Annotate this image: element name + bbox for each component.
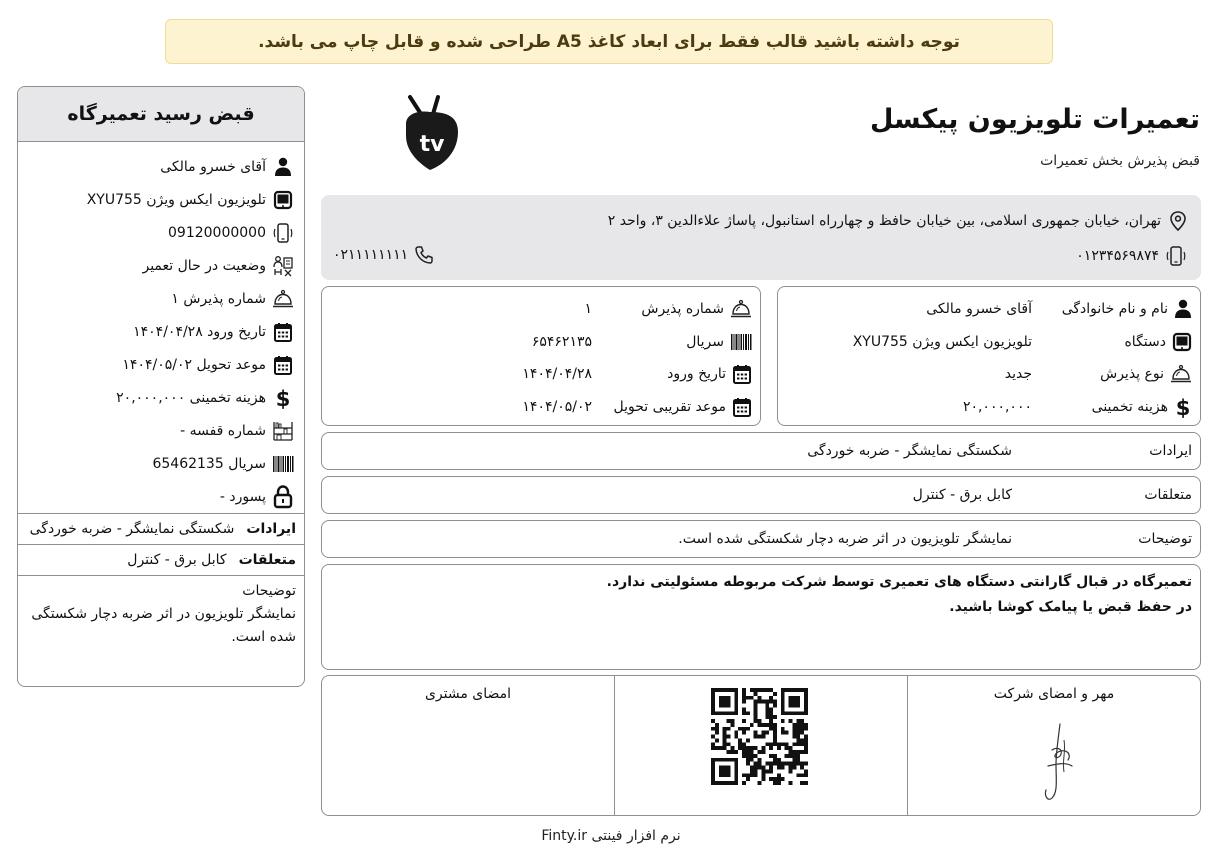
stub-accessories-row — [18, 545, 304, 575]
reception-label — [592, 332, 752, 352]
location-pin-icon — [1169, 211, 1187, 231]
lock-icon — [272, 486, 294, 508]
address-text: تهران، خیابان جمهوری اسلامی، بین خیابان حافظ و چهارراه استانبول، پاساژ علاءالدین ۳، واحد ۲ — [607, 213, 1161, 229]
logo-text: tv — [419, 132, 445, 157]
reception-label-text: شماره پذیرش — [641, 301, 724, 318]
receipt-stub-list — [18, 142, 304, 513]
reception-value: ۱ — [584, 301, 592, 318]
reception-label — [592, 299, 752, 319]
customer-value: آقای خسرو مالکی — [926, 301, 1032, 318]
stub-row-text: آقای خسرو مالکی — [160, 158, 266, 175]
tv-logo-icon — [400, 94, 464, 176]
workshop-receipt-stub — [17, 86, 305, 687]
terms-line-1: تعمیرگاه در قبال گارانتی دستگاه های تعمیری توسط شرکت مربوطه مسئولیتی ندارد. — [606, 574, 1192, 590]
customer-value: جدید — [1004, 366, 1032, 383]
customer-label — [1032, 332, 1192, 352]
mobile-number: ۰۱۲۳۴۵۶۹۸۷۴ — [1076, 248, 1159, 264]
stub-row — [28, 480, 294, 513]
signature-image — [1038, 720, 1078, 804]
defects-value: شکستگی نمایشگر - ضربه خوردگی — [807, 443, 1012, 459]
mobile-phone-icon — [272, 222, 294, 244]
stub-row-text: تلویزیون ایکس ویژن XYU755 — [86, 191, 266, 208]
calendar-icon — [272, 354, 294, 376]
reception-row — [330, 293, 752, 326]
reception-label-text: تاریخ ورود — [667, 366, 726, 383]
reception-info-box — [321, 286, 761, 426]
stub-row-text: شماره پذیرش ۱ — [171, 290, 266, 307]
stub-row-text: سریال 65462135 — [152, 455, 266, 472]
svg-text:$: $ — [275, 386, 291, 409]
service-bell-icon — [1170, 364, 1192, 384]
reception-row — [330, 326, 752, 359]
phone-row — [333, 245, 434, 265]
stub-row — [28, 348, 294, 381]
reception-value: ۱۴۰۴/۰۴/۲۸ — [522, 366, 592, 383]
stub-row-text: تاریخ ورود ۱۴۰۴/۰۴/۲۸ — [133, 323, 266, 340]
stub-row-text: وضعیت در حال تعمیر — [142, 257, 266, 274]
shop-title: تعمیرات تلویزیون پیکسل — [869, 104, 1200, 135]
customer-row — [786, 358, 1192, 391]
stub-accessories-value: کابل برق - کنترل — [127, 552, 227, 568]
svg-text:$: $ — [1175, 395, 1191, 418]
customer-label-text: هزینه تخمینی — [1091, 398, 1168, 415]
customer-label — [1032, 299, 1192, 319]
stub-defects-value: شکستگی نمایشگر - ضربه خوردگی — [29, 521, 235, 537]
customer-label-text: نوع پذیرش — [1100, 366, 1164, 383]
stub-notes — [18, 576, 304, 653]
mobile-phone-icon — [1165, 245, 1187, 267]
stub-notes-label: توضیحات — [242, 583, 296, 599]
stub-row-text: موعد تحویل ۱۴۰۴/۰۵/۰۲ — [122, 356, 266, 373]
reception-value: ۶۵۴۶۲۱۳۵ — [531, 333, 592, 350]
stub-row-text: پسورد - — [219, 488, 266, 505]
phone-number: ۰۲۱۱۱۱۱۱۱۱ — [333, 247, 409, 263]
barcode-icon — [730, 332, 752, 352]
stub-row — [28, 183, 294, 216]
customer-value: ۲۰,۰۰۰,۰۰۰ — [962, 398, 1032, 415]
company-sign-label: مهر و امضای شرکت — [993, 686, 1115, 702]
shelf-icon — [272, 420, 294, 442]
calendar-icon — [272, 321, 294, 343]
accessories-box — [321, 476, 1201, 514]
customer-signature-cell — [322, 676, 615, 815]
address-panel — [321, 195, 1201, 280]
reception-label — [592, 364, 752, 384]
stub-row-text: شماره قفسه - — [180, 422, 266, 439]
accessories-label: متعلقات — [1144, 487, 1192, 503]
user-icon — [1174, 299, 1192, 319]
dollar-icon — [1174, 396, 1192, 418]
stub-row — [28, 249, 294, 282]
phone-icon — [414, 245, 434, 265]
customer-row — [786, 326, 1192, 359]
shop-subtitle: قبض پذیرش بخش تعمیرات — [1040, 153, 1200, 169]
customer-sign-label: امضای مشتری — [424, 686, 512, 702]
notes-box — [321, 520, 1201, 558]
customer-label — [1032, 364, 1192, 384]
stub-notes-value: نمایشگر تلویزیون در اثر ضربه دچار شکستگی شده است. — [31, 606, 296, 645]
receipt-stub-title: قبض رسید تعمیرگاه — [18, 87, 304, 142]
service-bell-icon — [272, 288, 294, 310]
barcode-icon — [272, 453, 294, 475]
stub-row — [28, 282, 294, 315]
stub-row-text: 09120000000 — [168, 224, 266, 241]
footer-credit: نرم افزار فینتی Finty.ir — [541, 828, 681, 844]
reception-row — [330, 358, 752, 391]
notes-value: نمایشگر تلویزیون در اثر ضربه دچار شکستگی شده است. — [678, 531, 1012, 547]
tablet-icon — [1172, 332, 1192, 352]
a5-print-notice: توجه داشته باشید قالب فقط برای ابعاد کاغذ A5 طراحی شده و قابل چاپ می باشد. — [165, 19, 1053, 64]
customer-label-text: نام و نام خانوادگی — [1061, 301, 1168, 318]
reception-row — [330, 391, 752, 424]
tablet-icon — [272, 189, 294, 211]
stub-defects-row — [18, 514, 304, 544]
defects-box — [321, 432, 1201, 470]
stub-row — [28, 150, 294, 183]
mobile-row — [1076, 245, 1187, 267]
terms-box — [321, 564, 1201, 670]
customer-row — [786, 293, 1192, 326]
stub-row — [28, 447, 294, 480]
customer-value: تلویزیون ایکس ویژن XYU755 — [852, 333, 1032, 350]
stub-accessories-label: متعلقات — [238, 552, 296, 568]
terms-line-2: در حفظ قبض یا پیامک کوشا باشید. — [949, 599, 1192, 615]
service-bell-icon — [730, 299, 752, 319]
user-icon — [272, 156, 294, 178]
reception-label-text: موعد تقریبی تحویل — [613, 398, 726, 415]
qr-code-cell — [615, 676, 908, 815]
stub-row — [28, 216, 294, 249]
customer-label-text: دستگاه — [1124, 333, 1166, 350]
customer-info-box — [777, 286, 1201, 426]
defects-label: ایرادات — [1149, 443, 1192, 459]
customer-label — [1032, 396, 1192, 418]
reception-label-text: سریال — [686, 333, 724, 350]
company-signature-cell — [908, 676, 1200, 815]
reception-value: ۱۴۰۴/۰۵/۰۲ — [522, 398, 592, 415]
dollar-icon — [272, 387, 294, 409]
stub-row — [28, 381, 294, 414]
customer-row — [786, 391, 1192, 424]
stub-defects-label: ایرادات — [246, 521, 296, 537]
qr-code-icon — [711, 688, 808, 785]
stub-row — [28, 315, 294, 348]
stub-row — [28, 414, 294, 447]
accessories-value: کابل برق - کنترل — [912, 487, 1012, 503]
stub-row-text: هزینه تخمینی ۲۰,۰۰۰,۰۰۰ — [116, 389, 266, 406]
notes-label: توضیحات — [1138, 531, 1192, 547]
repair-status-icon — [272, 255, 294, 277]
signature-box — [321, 675, 1201, 816]
reception-label — [592, 397, 752, 417]
calendar-icon — [732, 364, 752, 384]
calendar-icon — [732, 397, 752, 417]
address-line — [608, 211, 1187, 231]
